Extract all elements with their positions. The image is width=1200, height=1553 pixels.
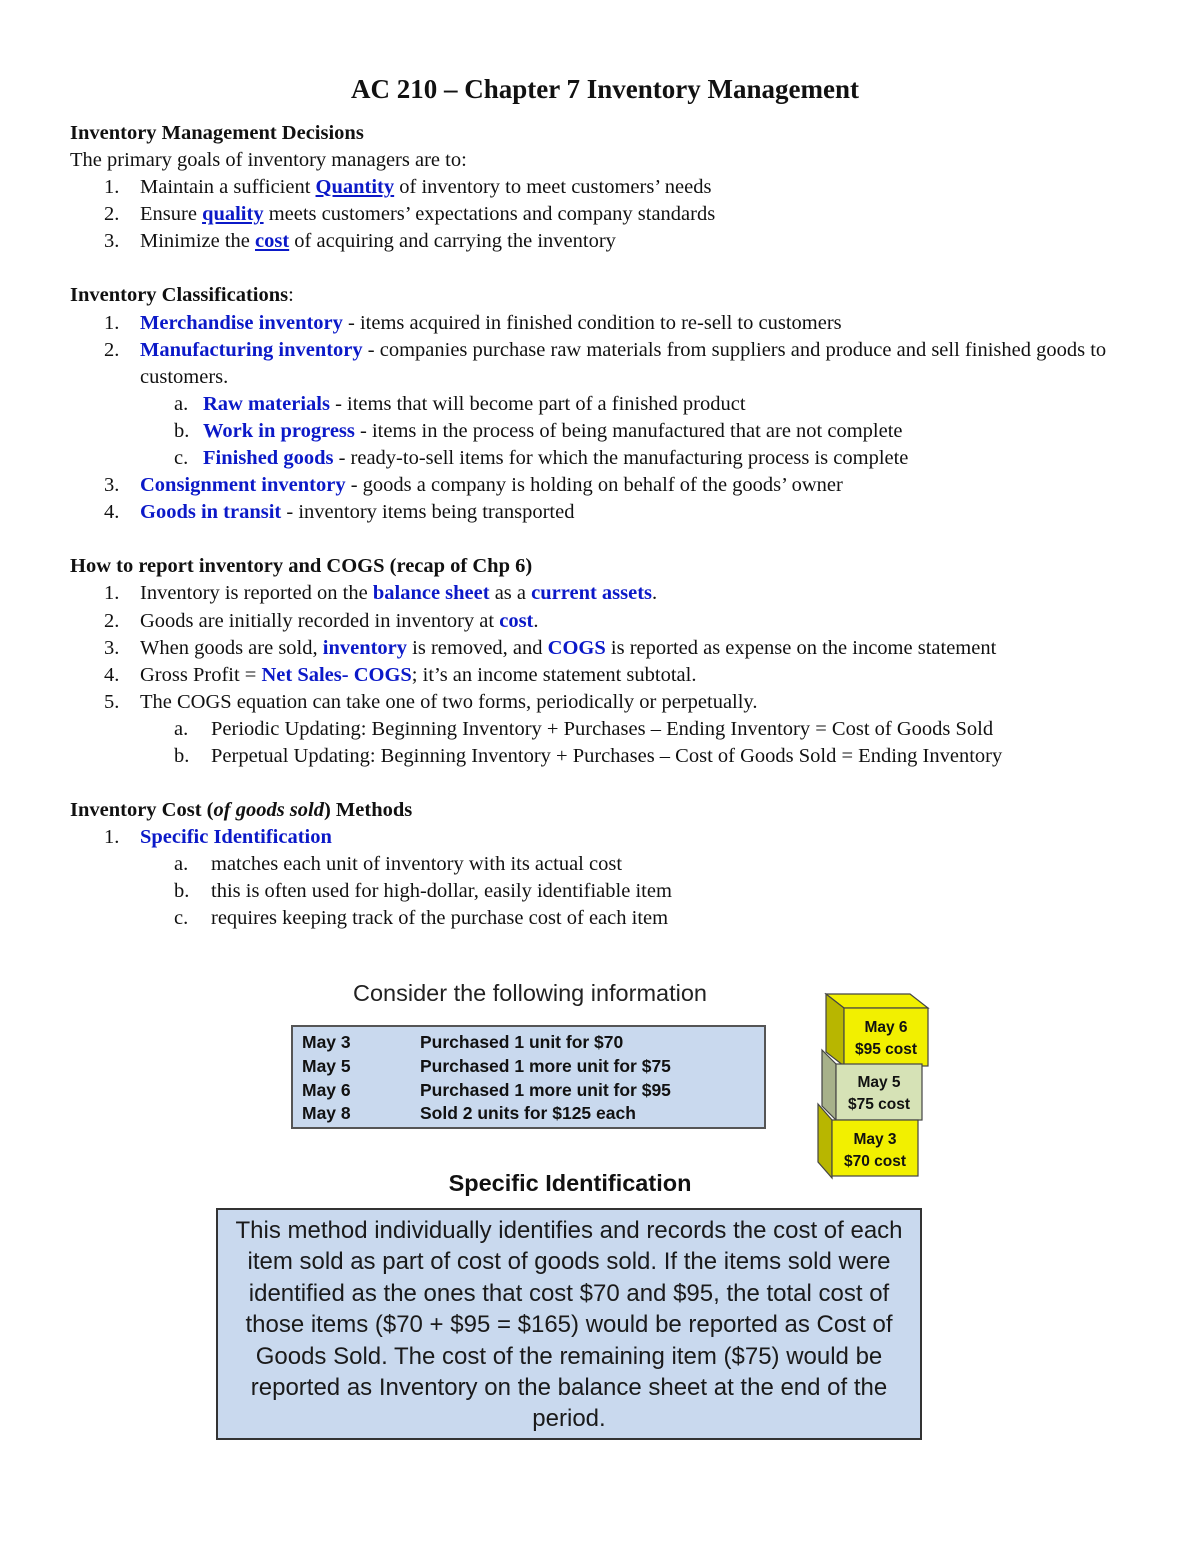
list-item: 2. Ensure quality meets customers’ expectations and company standards (104, 203, 716, 226)
section-heading-methods: Inventory Cost (of goods sold) Methods (70, 799, 413, 822)
keyword-link-quality[interactable]: quality (202, 203, 264, 226)
cube-label-cost: $75 cost (847, 1096, 911, 1113)
section-heading-report: How to report inventory and COGS (recap of Chp 6) (70, 555, 533, 578)
page-title: AC 210 – Chapter 7 Inventory Management (351, 74, 859, 104)
sub-list-item: c. Finished goods - ready-to-sell items for which the manufacturing process is complete (174, 447, 909, 470)
info-row: May 6 Purchased 1 more unit for $95 (302, 1079, 671, 1100)
term: Finished goods (203, 447, 334, 470)
stacked-cubes-illustration (814, 990, 940, 1180)
sub-list-item: c. requires keeping track of the purchase cost of each item (174, 907, 669, 930)
list-item: 3. When goods are sold, inventory is removed, and COGS is reported as expense on the income statement (104, 636, 997, 659)
cube-label-date: May 3 (853, 1131, 897, 1148)
term: Merchandise inventory (140, 311, 343, 334)
term: inventory (322, 636, 408, 659)
info-row: May 3 Purchased 1 unit for $70 (302, 1032, 624, 1052)
term: COGS (547, 636, 606, 659)
term: balance sheet (372, 582, 490, 605)
term: cost (499, 609, 534, 632)
term: current assets (531, 582, 653, 605)
sub-list-item: a. Raw materials - items that will become part of a finished product (174, 392, 746, 415)
keyword-link-quantity[interactable]: Quantity (315, 176, 395, 199)
cube-side-face (822, 1050, 836, 1120)
sub-list-item: b. this is often used for high-dollar, easily identifiable item (174, 880, 672, 903)
term: Work in progress (203, 419, 355, 442)
sub-list-item: a. matches each unit of inventory with its actual cost (174, 853, 623, 876)
info-row: May 8 Sold 2 units for $125 each (302, 1103, 636, 1124)
section-heading-classifications: Inventory Classifications: (70, 284, 294, 307)
section-heading-decisions: Inventory Management Decisions (70, 122, 364, 144)
term: Specific Identification (140, 826, 332, 849)
list-item: 2. Manufacturing inventory - companies purchase raw materials from suppliers and produce and sell finished goods to customers. (104, 338, 1107, 388)
sub-list-item: a. Periodic Updating: Beginning Inventory + Purchases – Ending Inventory = Cost of Goods Sold (174, 717, 994, 740)
info-table (291, 1025, 766, 1129)
cube-label-date: May 6 (864, 1019, 908, 1036)
sub-list-item: b. Work in progress - items in the process of being manufactured that are not complete (174, 419, 903, 442)
list-item: 5. The COGS equation can take one of two forms, periodically or perpetually. (104, 690, 758, 713)
term: Goods in transit (140, 501, 282, 524)
list-item: 4. Gross Profit = Net Sales- COGS; it’s an income statement subtotal. (104, 663, 697, 686)
specific-identification-explanation: This method individually identifies and records the cost of each item sold as part of cost of goods sold. If the items sold were identified as the ones that cost $70 and $95, the total cost of those items ($70 + $95 = $165) would be reported as Cost of Goods Sold. The cost of the remaining item ($75) would be reported as Inventory on the balance sheet at the end of the period. (216, 1208, 922, 1440)
list-item: 1. Maintain a sufficient Quantity of inventory to meet customers’ needs (104, 176, 712, 199)
specific-identification-title: Specific Identification (448, 1170, 692, 1196)
sub-list-item: b. Perpetual Updating: Beginning Inventory + Purchases – Cost of Goods Sold = Ending Inventory (174, 744, 1003, 767)
cube-label-date: May 5 (857, 1074, 901, 1091)
list-item: 3. Minimize the cost of acquiring and carrying the inventory (104, 230, 616, 253)
list-item: 1. Merchandise inventory - items acquired in finished condition to re-sell to customers (104, 311, 842, 334)
cube-side-face (818, 1104, 832, 1178)
list-item: 3. Consignment inventory - goods a company is holding on behalf of the goods’ owner (104, 474, 843, 497)
cube-label-cost: $70 cost (843, 1153, 907, 1170)
term: Consignment inventory (140, 474, 346, 497)
term: Net Sales- COGS (261, 663, 412, 686)
list-item: 1. Specific Identification (104, 826, 332, 849)
list-item: 2. Goods are initially recorded in inventory at cost. (104, 609, 539, 632)
info-row: May 5 Purchased 1 more unit for $75 (302, 1055, 671, 1076)
figure-title: Consider the following information (353, 980, 707, 1006)
document-body (70, 72, 1140, 933)
list-item: 4. Goods in transit - inventory items being transported (104, 501, 575, 524)
cube-label-cost: $95 cost (854, 1041, 918, 1058)
cube-may-6 (826, 994, 928, 1066)
list-item: 1. Inventory is reported on the balance sheet as a current assets. (104, 582, 658, 605)
term: Manufacturing inventory (140, 338, 363, 361)
keyword-link-cost[interactable]: cost (255, 230, 290, 253)
section-intro: The primary goals of inventory managers are to: (70, 149, 467, 172)
term: Raw materials (203, 392, 330, 415)
